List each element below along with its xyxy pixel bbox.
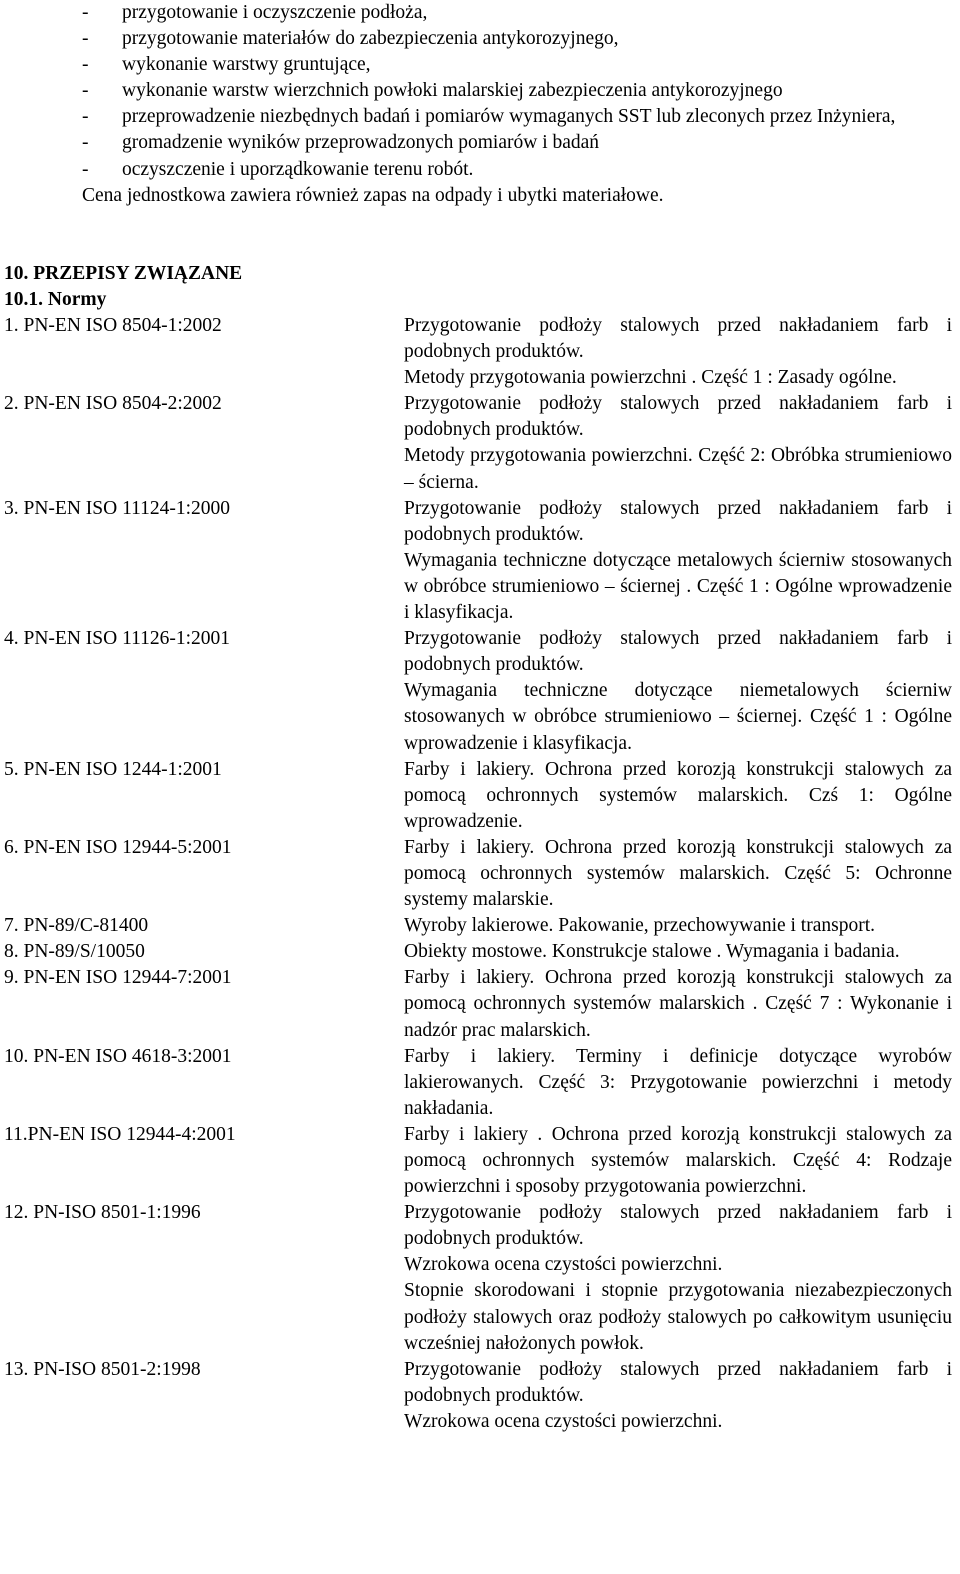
norm-code: 6. PN-EN ISO 12944-5:2001 [4,836,232,858]
norm-description-line: Przygotowanie podłoży stalowych przed nakładaniem farb i podobnych produktów. [404,315,952,363]
dash-marker: - [82,158,89,180]
norm-description-line: Wzrokowa ocena czystości powierzchni. [404,1410,723,1432]
norm-entry [0,313,960,391]
norm-description [404,1044,952,1122]
norm-code: 5. PN-EN ISO 1244-1:2001 [4,758,222,780]
dash-marker: - [82,28,89,50]
dash-marker: - [82,106,89,128]
norm-description [404,835,952,913]
norm-description-line: Wyroby lakierowe. Pakowanie, przechowywanie i transport. [404,915,875,937]
norm-description-line: Farby i lakiery. Ochrona przed korozją konstrukcji stalowych za pomocą ochronnych systemów malarskich . Część 7 : Wykonanie i nadzór prac malarskich. [404,967,952,1041]
norm-entry [0,757,960,835]
norm-code: 8. PN-89/S/10050 [4,941,145,963]
norm-code: 1. PN-EN ISO 8504-1:2002 [4,315,222,336]
norm-description [404,939,952,965]
list-item: - gromadzenie wyników przeprowadzonych pomiarów i badań [0,130,952,156]
norm-entry [0,965,960,1043]
list-item: - oczyszczenie i uporządkowanie terenu robót. [0,157,952,183]
bullet-list [0,0,960,209]
norm-description [404,1357,952,1435]
norm-code: 9. PN-EN ISO 12944-7:2001 [4,967,232,989]
norm-description-line: Farby i lakiery. Ochrona przed korozją konstrukcji stalowych za pomocą ochronnych systemów malarskich. Czś 1: Ogólne wprowadzenie. [404,758,952,832]
section-heading: 10. PRZEPISY ZWIĄZANE [4,263,243,284]
norm-description [404,313,952,391]
list-item: - przygotowanie materiałów do zabezpieczenia antykorozyjnego, [0,26,952,52]
norm-description-line: Przygotowanie podłoży stalowych przed nakładaniem farb i podobnych produktów. [404,497,952,545]
norm-description-line: Farby i lakiery. Ochrona przed korozją konstrukcji stalowych za pomocą ochronnych systemów malarskich. Część 5: Ochronne systemy malarskie. [404,836,952,911]
norm-description [404,1122,952,1200]
norm-code: 10. PN-EN ISO 4618-3:2001 [4,1045,232,1067]
norm-code: 3. PN-EN ISO 11124-1:2000 [4,497,231,519]
norm-code: 13. PN-ISO 8501-2:1998 [4,1358,201,1380]
norm-entry [0,496,960,626]
norm-entry [0,1044,960,1122]
norm-description-line: Farby i lakiery . Ochrona przed korozją konstrukcji stalowych za pomocą ochronnych systemów malarskich. Część 4: Rodzaje powierzchni i sposoby przygotowania powierzchni. [404,1123,952,1198]
norm-description-line: Stopnie skorodowani i stopnie przygotowania niezabezpieczonych podłoży stalowych oraz podłoży stalowych po całkowitym usunięciu wcześniej nałożonych powłok. [404,1280,952,1354]
norm-description-line: Przygotowanie podłoży stalowych przed nakładaniem farb i podobnych produktów. [404,393,952,441]
norm-description [404,1200,952,1357]
norm-description-line: Przygotowanie podłoży stalowych przed nakładaniem farb i podobnych produktów. [404,1358,952,1406]
norm-code: 11.PN-EN ISO 12944-4:2001 [4,1123,236,1145]
norm-description-line: Obiekty mostowe. Konstrukcje stalowe . Wymagania i badania. [404,941,900,963]
norm-code: 4. PN-EN ISO 11126-1:2001 [4,628,231,650]
norm-description [404,757,952,835]
norm-entry [0,1200,960,1357]
norm-description [404,965,952,1043]
norm-entry [0,1122,960,1200]
norm-description-line: Wymagania techniczne dotyczące metalowych ścierniw stosowanych w obróbce strumieniowo – ściernej . Część 1 : Ogólne wprowadzenie i klasyfikacja. [404,549,952,624]
norm-entry [0,626,960,756]
price-note: Cena jednostkowa zawiera również zapas na odpady i ubytki materiałowe. [82,184,664,206]
norm-code: 2. PN-EN ISO 8504-2:2002 [4,393,222,415]
norm-entry [0,939,960,965]
list-item: - przygotowanie i oczyszczenie podłoża, [0,0,952,26]
dash-marker: - [82,132,89,154]
norm-description-line: Przygotowanie podłoży stalowych przed nakładaniem farb i podobnych produktów. [404,1202,952,1250]
dash-marker: - [82,54,89,76]
norms-list [0,313,960,1435]
norm-code: 12. PN-ISO 8501-1:1996 [4,1202,201,1224]
norm-description-line: Metody przygotowania powierzchni. Część 2: Obróbka strumieniowo – ścierna. [404,445,952,493]
norm-description [404,391,952,495]
norm-description-line: Przygotowanie podłoży stalowych przed nakładaniem farb i podobnych produktów. [404,628,952,676]
norm-description [404,913,952,939]
norm-description-line: Wzrokowa ocena czystości powierzchni. [404,1254,723,1276]
norm-description-line: Farby i lakiery. Terminy i definicje dotyczące wyrobów lakierowanych. Część 3: Przygotowanie powierzchni i metody nakładania. [404,1045,952,1119]
dash-marker: - [82,2,89,23]
list-item: - wykonanie warstw wierzchnich powłoki malarskiej zabezpieczenia antykorozyjnego [0,78,952,104]
subsection-heading: 10.1. Normy [4,289,107,310]
dash-marker: - [82,80,89,102]
norm-entry [0,1357,960,1435]
norm-entry [0,835,960,913]
norm-description-line: Wymagania techniczne dotyczące niemetalowych ścierniw stosowanych w obróbce strumieniowo – ściernej. Część 1 : Ogólne wprowadzenie i klasyfikacja. [404,680,952,754]
norm-entry [0,391,960,495]
list-item: - przeprowadzenie niezbędnych badań i pomiarów wymaganych SST lub zleconych przez Inżyniera, [0,104,952,130]
list-item: - wykonanie warstwy gruntujące, [0,52,952,78]
norm-description [404,626,952,756]
norm-description [404,496,952,626]
norm-description-line: Metody przygotowania powierzchni . Część 1 : Zasady ogólne. [404,367,897,389]
norm-code: 7. PN-89/C-81400 [4,915,149,937]
norm-entry [0,913,960,939]
